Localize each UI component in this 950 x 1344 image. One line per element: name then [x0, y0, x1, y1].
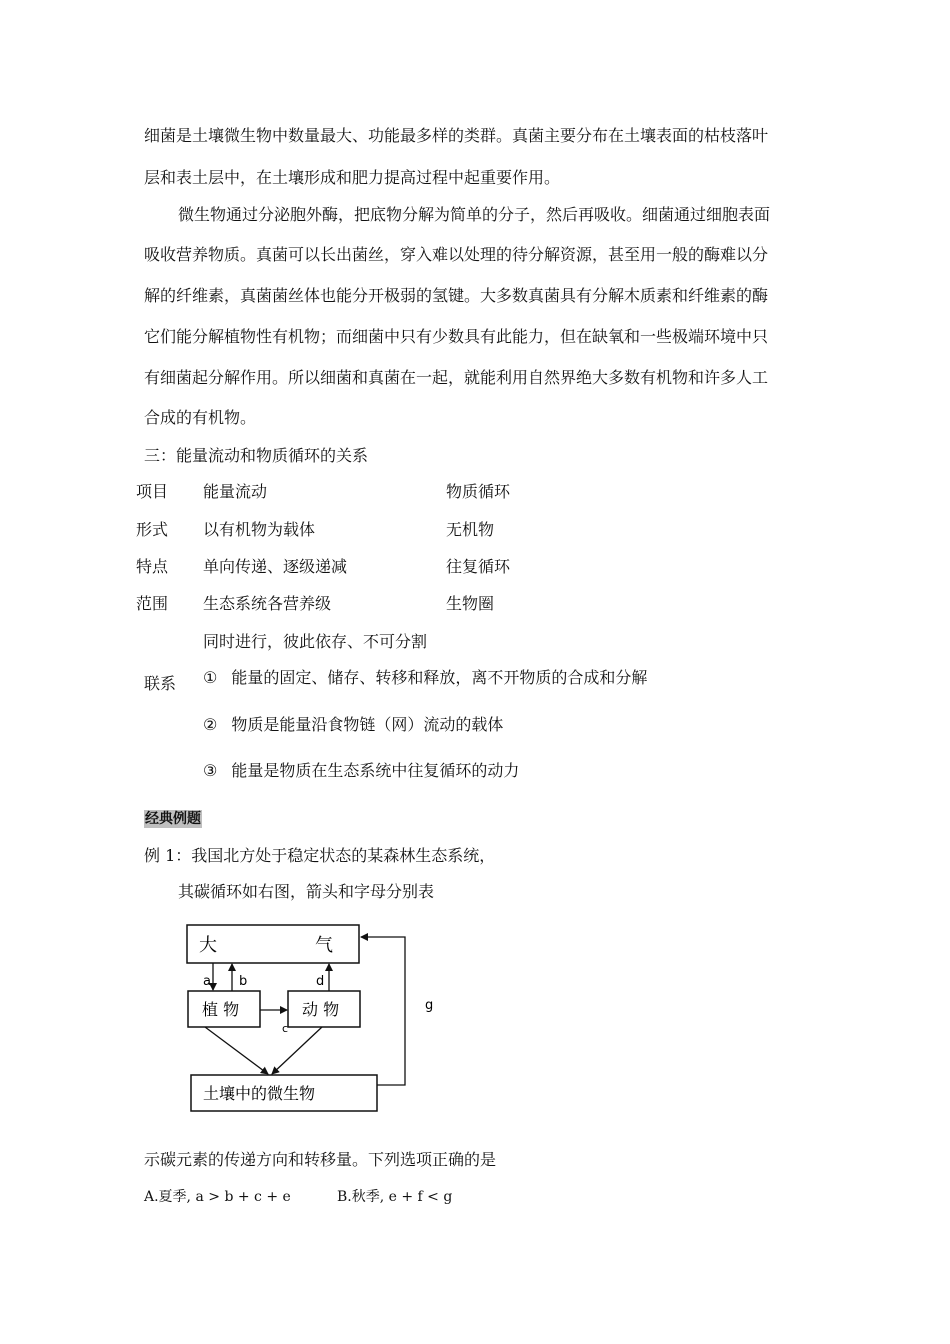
- table-cell-energy: 以有机物为载体: [203, 520, 316, 539]
- link-item-text: 物质是能量沿食物链（网）流动的载体: [231, 715, 504, 734]
- circled-number: ③: [203, 761, 218, 780]
- table-cell-matter: 生物圈: [446, 594, 495, 613]
- paragraph-line: 细菌是土壤微生物中数量最大、功能最多样的类群。真菌主要分布在土壤表面的枯枝落叶: [144, 126, 769, 145]
- paragraph-line: 吸收营养物质。真菌可以长出菌丝，穿入难以处理的待分解资源，甚至用一般的酶难以分: [144, 245, 769, 264]
- arrow-animal-to-soil: [272, 1027, 322, 1074]
- table-cell-energy: 能量流动: [203, 482, 268, 501]
- paragraph-line: 解的纤维素，真菌菌丝体也能分开极弱的氢键。大多数真菌具有分解木质素和纤维素的酶: [144, 286, 769, 305]
- option-a: A.夏季, a > b + c + e: [144, 1189, 291, 1205]
- atmosphere-label-left: 大: [199, 935, 217, 956]
- arrow-g: [361, 937, 405, 1085]
- label-g: g: [425, 998, 434, 1013]
- paragraph-line: 有细菌起分解作用。所以细菌和真菌在一起，就能利用自然界绝大多数有机物和许多人工: [144, 368, 769, 387]
- example-line: 其碳循环如右图，箭头和字母分别表: [178, 882, 435, 901]
- link-item-text: 能量的固定、储存、转移和释放，离不开物质的合成和分解: [231, 668, 648, 687]
- table-cell-matter: 往复循环: [446, 557, 511, 576]
- animal-label: 动 物: [302, 1000, 340, 1019]
- table-cell-matter: 无机物: [446, 520, 495, 539]
- paragraph-line: 合成的有机物。: [144, 408, 257, 427]
- table-row-label: 特点: [136, 557, 169, 576]
- soil-microbes-label: 土壤中的微生物: [203, 1084, 316, 1103]
- label-c: c: [282, 1022, 289, 1035]
- example-line: 示碳元素的传递方向和转移量。下列选项正确的是: [144, 1150, 497, 1169]
- label-d: d: [316, 974, 325, 989]
- atmosphere-label-right: 气: [315, 935, 333, 956]
- option-b: B.秋季, e + f < g: [337, 1189, 453, 1205]
- plant-label: 植 物: [202, 1000, 240, 1019]
- link-item-text: 能量是物质在生态系统中往复循环的动力: [231, 761, 520, 780]
- label-b: b: [239, 974, 248, 989]
- link-intro: 同时进行，彼此依存、不可分割: [203, 632, 428, 651]
- table-row-label: 形式: [136, 520, 169, 539]
- example-line: 例 1：我国北方处于稳定状态的某森林生态系统，: [144, 846, 496, 865]
- label-a: a: [203, 974, 211, 989]
- table-row-label: 联系: [144, 674, 177, 693]
- paragraph-line: 它们能分解植物性有机物；而细菌中只有少数具有此能力，但在缺氧和一些极端环境中只: [144, 327, 769, 346]
- circled-number: ②: [203, 715, 218, 734]
- paragraph-line: 微生物通过分泌胞外酶，把底物分解为简单的分子，然后再吸收。细菌通过细胞表面: [178, 205, 771, 224]
- examples-heading: 经典例题: [145, 811, 201, 827]
- section-title: 三：能量流动和物质循环的关系: [144, 446, 369, 465]
- paragraph-line: 层和表土层中，在土壤形成和肥力提高过程中起重要作用。: [144, 168, 561, 187]
- arrow-plant-to-soil: [205, 1027, 268, 1074]
- table-cell-matter: 物质循环: [446, 482, 511, 501]
- table-row-label: 范围: [136, 594, 169, 613]
- table-cell-energy: 单向传递、逐级递减: [203, 557, 348, 576]
- circled-number: ①: [203, 668, 218, 687]
- table-row-label: 项目: [136, 482, 169, 501]
- table-cell-energy: 生态系统各营养级: [203, 594, 332, 613]
